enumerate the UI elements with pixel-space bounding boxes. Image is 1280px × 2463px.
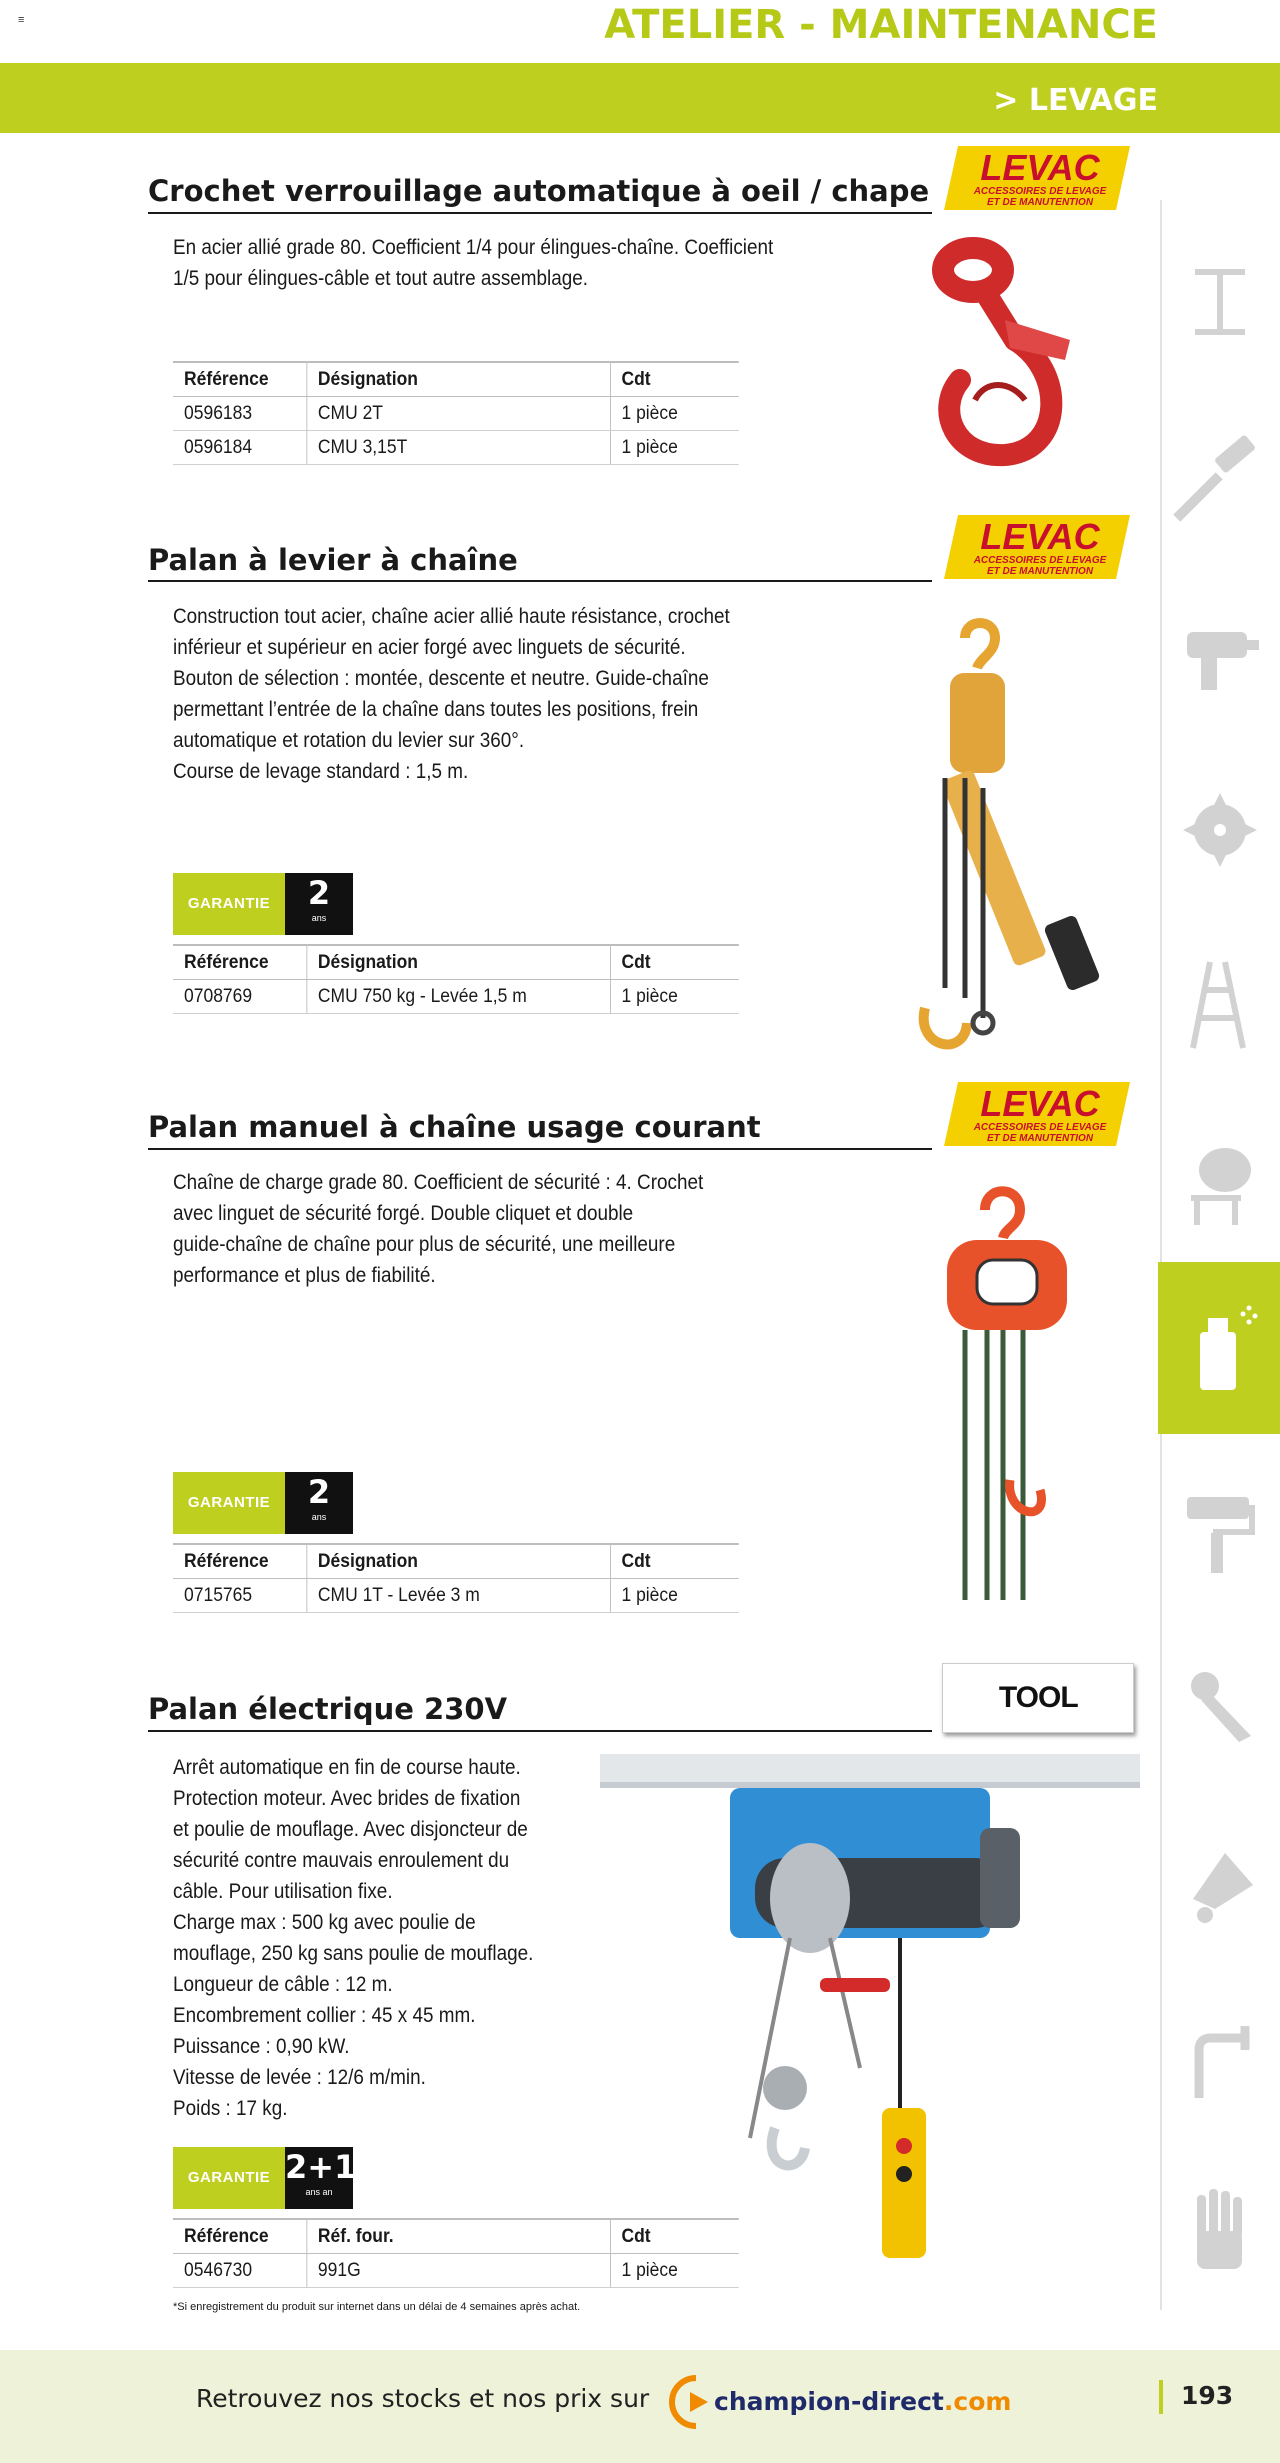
spec-table: Référence Désignation Cdt 0715765 CMU 1T - Levée 3 m 1 pièce xyxy=(173,1543,739,1613)
levac-logo xyxy=(944,515,1130,579)
svg-text:ACCESSOIRES DE LEVAGE: ACCESSOIRES DE LEVAGE xyxy=(973,555,1107,566)
product-title: Palan à levier à chaîne xyxy=(148,543,518,577)
paint-roller-icon[interactable] xyxy=(1175,1475,1265,1585)
electric-hoist-image xyxy=(600,1748,1140,2298)
table-row: 0708769 CMU 750 kg - Levée 1,5 m 1 pièce xyxy=(173,980,739,1014)
concrete-mixer-icon[interactable] xyxy=(1175,1125,1265,1235)
glove-icon[interactable] xyxy=(1175,2175,1265,2285)
tool-france-logo: TOOL xyxy=(942,1663,1134,1733)
svg-text:ET DE MANUTENTION: ET DE MANUTENTION xyxy=(986,1133,1094,1144)
screw-icon[interactable] xyxy=(1175,1650,1265,1760)
table-row: 0596184 CMU 3,15T 1 pièce xyxy=(173,431,739,465)
site-tld: .com xyxy=(943,2387,1012,2416)
lamp-icon[interactable] xyxy=(1175,1825,1265,1935)
guarantee-badge: GARANTIE 2 ans xyxy=(173,1472,355,1534)
title-underline xyxy=(148,1730,932,1732)
subsection-title: > LEVAGE xyxy=(993,83,1158,118)
spray-can-icon[interactable] xyxy=(1175,1292,1265,1402)
section-title: ATELIER - MAINTENANCE xyxy=(604,2,1158,48)
table-row: 0715765 CMU 1T - Levée 3 m 1 pièce xyxy=(173,1579,739,1613)
lever-hoist-image xyxy=(905,618,1145,1058)
product-title: Crochet verrouillage automatique à oeil / chape xyxy=(148,174,930,208)
lifting-hook-image xyxy=(915,230,1095,470)
ladder-icon[interactable] xyxy=(1175,950,1265,1060)
levac-logo xyxy=(944,1082,1130,1146)
page-number: 193 xyxy=(1181,2381,1234,2410)
product-description: Arrêt automatique en fin de course haute. Protection moteur. Avec brides de fixation et poulie de mouflage. Avec disjoncteur de sécurité contre mauvais enroulement du câble. Pour utilisation fixe. Charge max : 500 kg avec poulie de mouflage, 250 kg sans poulie de mouflage. Longueur de câble : 12 m. Encombrement collier : 45 x 45 mm. Puissance : 0,90 kW. Vitesse de levée : 12/6 m/min. Poids : 17 kg. xyxy=(173,1756,534,2120)
title-underline xyxy=(148,1148,932,1150)
page-number-bar xyxy=(1159,2380,1163,2414)
svg-text:champion-direct.com xyxy=(714,2387,1011,2416)
play-icon xyxy=(690,2392,708,2412)
sidebar-divider xyxy=(1160,200,1162,2310)
product-description: En acier allié grade 80. Coefficient 1/4 pour élingues-chaîne. Coefficient 1/5 pour élingues-câble et tout autre assemblage. xyxy=(173,236,774,290)
spec-table: Référence Réf. four. Cdt 0546730 991G 1 pièce xyxy=(173,2218,739,2288)
levac-wordmark: LEVAC xyxy=(980,147,1100,188)
product-description: Construction tout acier, chaîne acier allié haute résistance, crochet inférieur et supérieur en acier forgé avec linguets de sécurité. Bouton de sélection : montée, descente et neutre. Guide-chaîne permettant l’entrée de la chaîne dans toutes les positions, frein automatique et rotation du levier sur 360°. Course de levage standard : 1,5 m. xyxy=(173,605,730,783)
menu-mark: ≡ xyxy=(18,14,25,26)
svg-text:LEVAC: LEVAC xyxy=(980,516,1100,557)
spec-table: Référence Désignation Cdt 0596183 CMU 2T 1 pièce 0596184 CMU 3,15T 1 pièce xyxy=(173,361,739,465)
table-row: 0596183 CMU 2T 1 pièce xyxy=(173,397,739,431)
svg-text:ACCESSOIRES DE LEVAGE: ACCESSOIRES DE LEVAGE xyxy=(973,1122,1107,1133)
title-underline xyxy=(148,580,932,582)
footnote: *Si enregistrement du produit sur internet dans un délai de 4 semaines après achat. xyxy=(173,2301,581,2313)
beam-icon[interactable] xyxy=(1175,250,1265,360)
chain-hoist-image xyxy=(925,1180,1095,1620)
spec-table: Référence Désignation Cdt 0708769 CMU 750 kg - Levée 1,5 m 1 pièce xyxy=(173,944,739,1014)
svg-text:ACCESSOIRES DE LEVAGE: ACCESSOIRES DE LEVAGE xyxy=(973,186,1107,197)
levac-logo xyxy=(944,146,1130,210)
champion-direct-logo[interactable] xyxy=(662,2370,1012,2432)
guarantee-badge: GARANTIE 2+1* ans an xyxy=(173,2147,355,2209)
product-title: Palan manuel à chaîne usage courant xyxy=(148,1110,761,1144)
footer-text: Retrouvez nos stocks et nos prix sur xyxy=(196,2384,650,2413)
saw-blade-icon[interactable] xyxy=(1175,775,1265,885)
drill-icon[interactable] xyxy=(1175,600,1265,710)
product-description: Chaîne de charge grade 80. Coefficient de sécurité : 4. Crochet avec linguet de sécurité forgé. Double cliquet et double guide-chaîne de chaîne pour plus de sécurité, une meilleure performance et plus de fiabilité. xyxy=(173,1171,704,1287)
site-name: champion-direct xyxy=(714,2387,944,2416)
svg-text:ET DE MANUTENTION: ET DE MANUTENTION xyxy=(986,566,1094,577)
guarantee-badge: GARANTIE 2 ans xyxy=(173,873,355,935)
table-row: 0546730 991G 1 pièce xyxy=(173,2254,739,2288)
svg-text:ET DE MANUTENTION: ET DE MANUTENTION xyxy=(986,197,1094,208)
title-underline xyxy=(148,212,932,214)
hammer-icon[interactable] xyxy=(1175,425,1265,535)
pipe-icon[interactable] xyxy=(1175,2000,1265,2110)
product-title: Palan électrique 230V xyxy=(148,1692,508,1726)
svg-text:LEVAC: LEVAC xyxy=(980,1083,1100,1124)
